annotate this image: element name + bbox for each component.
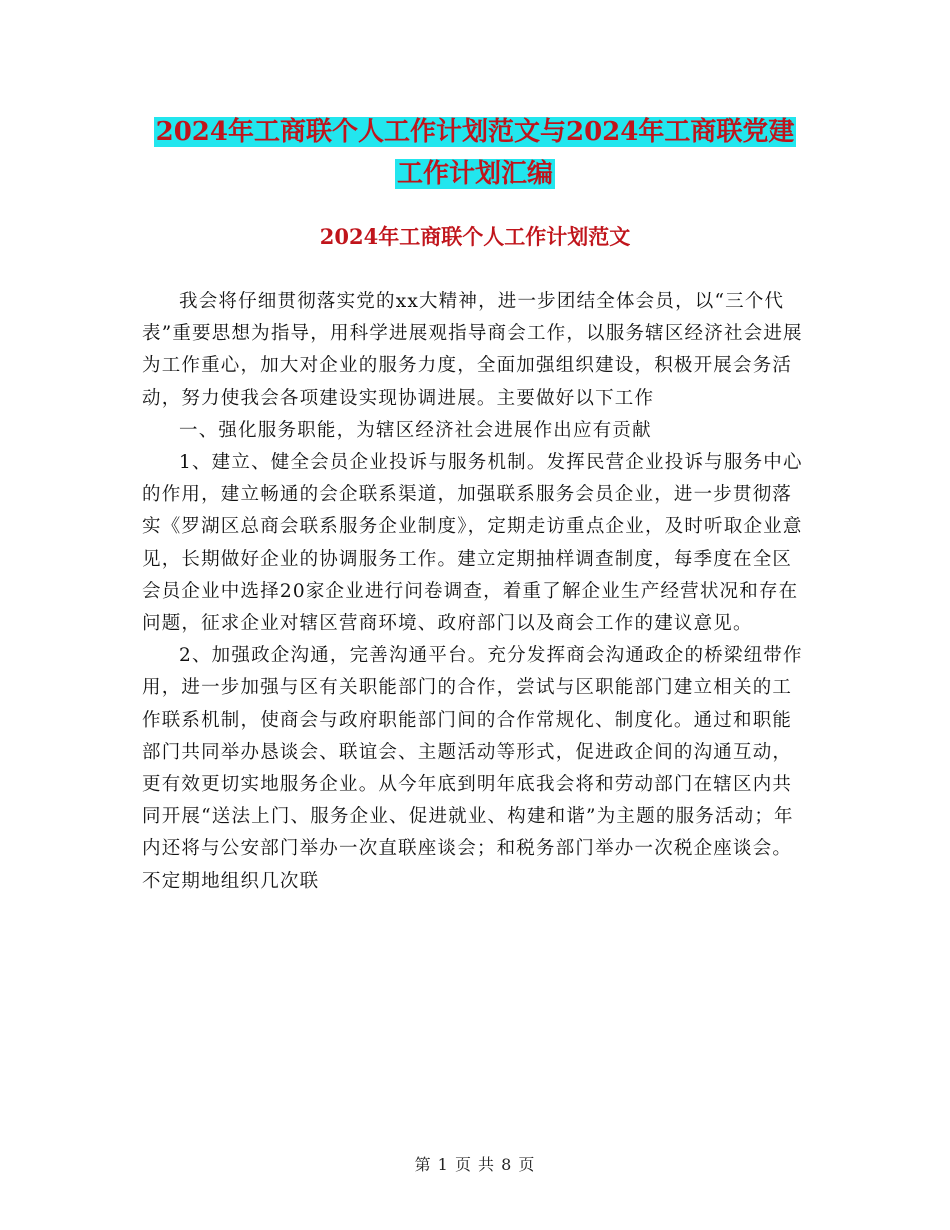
document-title-line-2 <box>0 154 950 194</box>
section-title: 2024年工商联个人工作计划范文 <box>319 224 631 249</box>
paragraph-item-1: 1、建立、健全会员企业投诉与服务机制。发挥民营企业投诉与服务中心的作用，建立畅通的会企联系渠道，加强联系服务会员企业，进一步贯彻落实《罗湖区总商会联系服务企业制度》，定期走访重点企业，及时听取企业意见，长期做好企业的协调服务工作。建立定期抽样调查制度，每季度在全区会员企业中选择20家企业进行问卷调查，着重了解企业生产经营状况和存在问题，征求企业对辖区营商环境、政府部门以及商会工作的建议意见。 <box>142 452 803 635</box>
paragraph-heading-1: 一、强化服务职能，为辖区经济社会进展作出应有贡献 <box>179 419 652 441</box>
document-title-text-1: 2024年工商联个人工作计划范文与2024年工商联党建 <box>155 117 795 147</box>
document-title-text-2: 工作计划汇编 <box>396 159 553 189</box>
page-footer: 第 1 页 共 8 页 <box>414 1155 536 1174</box>
paragraph-intro: 我会将仔细贯彻落实党的xx大精神，进一步团结全体会员，以“三个代表”重要思想为指导，用科学进展观指导商会工作，以服务辖区经济社会进展为工作重心，加大对企业的服务力度，全面加强组织建设，积极开展会务活动，努力使我会各项建设实现协调进展。主要做好以下工作 <box>142 291 803 409</box>
paragraph-item-2: 2、加强政企沟通，完善沟通平台。充分发挥商会沟通政企的桥梁纽带作用，进一步加强与区有关职能部门的合作，尝试与区职能部门建立相关的工作联系机制，使商会与政府职能部门间的合作常规化、制度化。通过和职能部门共同举办恳谈会、联谊会、主题活动等形式，促进政企间的沟通互动，更有效更切实地服务企业。从今年底到明年底我会将和劳动部门在辖区内共同开展“送法上门、服务企业、促进就业、构建和谐”为主题的服务活动；年内还将与公安部门举办一次直联座谈会；和税务部门举办一次税企座谈会。不定期地组织几次联 <box>142 645 803 892</box>
document-title-line-1 <box>0 112 950 152</box>
document-body <box>142 286 810 898</box>
